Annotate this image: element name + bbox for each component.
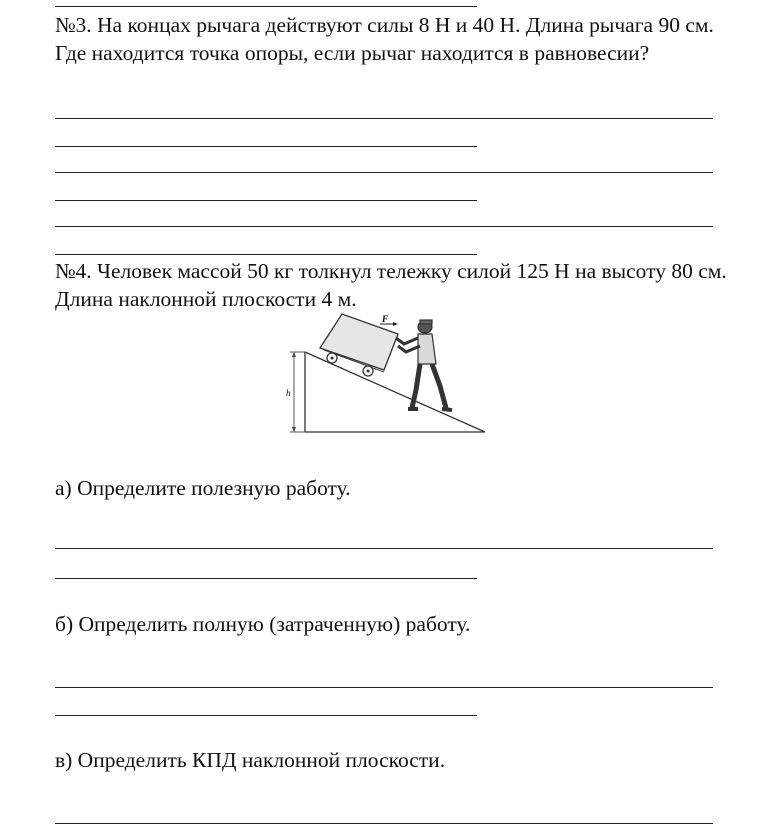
force-label: F [382,314,389,324]
answer-line[interactable] [55,226,713,227]
answer-line[interactable] [55,200,477,201]
answer-line[interactable] [55,254,477,255]
answer-line[interactable] [55,548,713,549]
inclined-plane [305,352,485,432]
problem-4-text: №4. Человек массой 50 кг толкнул тележку силой 125 Н на высоту 80 см. Длина наклонной плоскости 4 м. [55,259,727,311]
part-c-text: в) Определить КПД наклонной плоскости. [55,748,446,772]
answer-line[interactable] [55,118,713,119]
answer-line[interactable] [55,687,713,688]
answer-line[interactable] [55,715,477,716]
part-a-text: а) Определите полезную работу. [55,476,351,500]
inclined-plane-figure [280,312,490,440]
problem-3-text: №3. На концах рычага действуют силы 8 Н и 40 Н. Длина рычага 90 см. Где находится точка опоры, если рычаг находится в равновесии? [55,13,714,65]
height-label: h [286,388,291,398]
height-dimension [290,352,306,432]
answer-line[interactable] [55,578,477,579]
answer-line[interactable] [55,146,477,147]
answer-line[interactable] [55,6,477,7]
answer-line[interactable] [55,823,713,824]
answer-line[interactable] [55,172,713,173]
part-b-text: б) Определить полную (затраченную) работу. [55,612,471,636]
